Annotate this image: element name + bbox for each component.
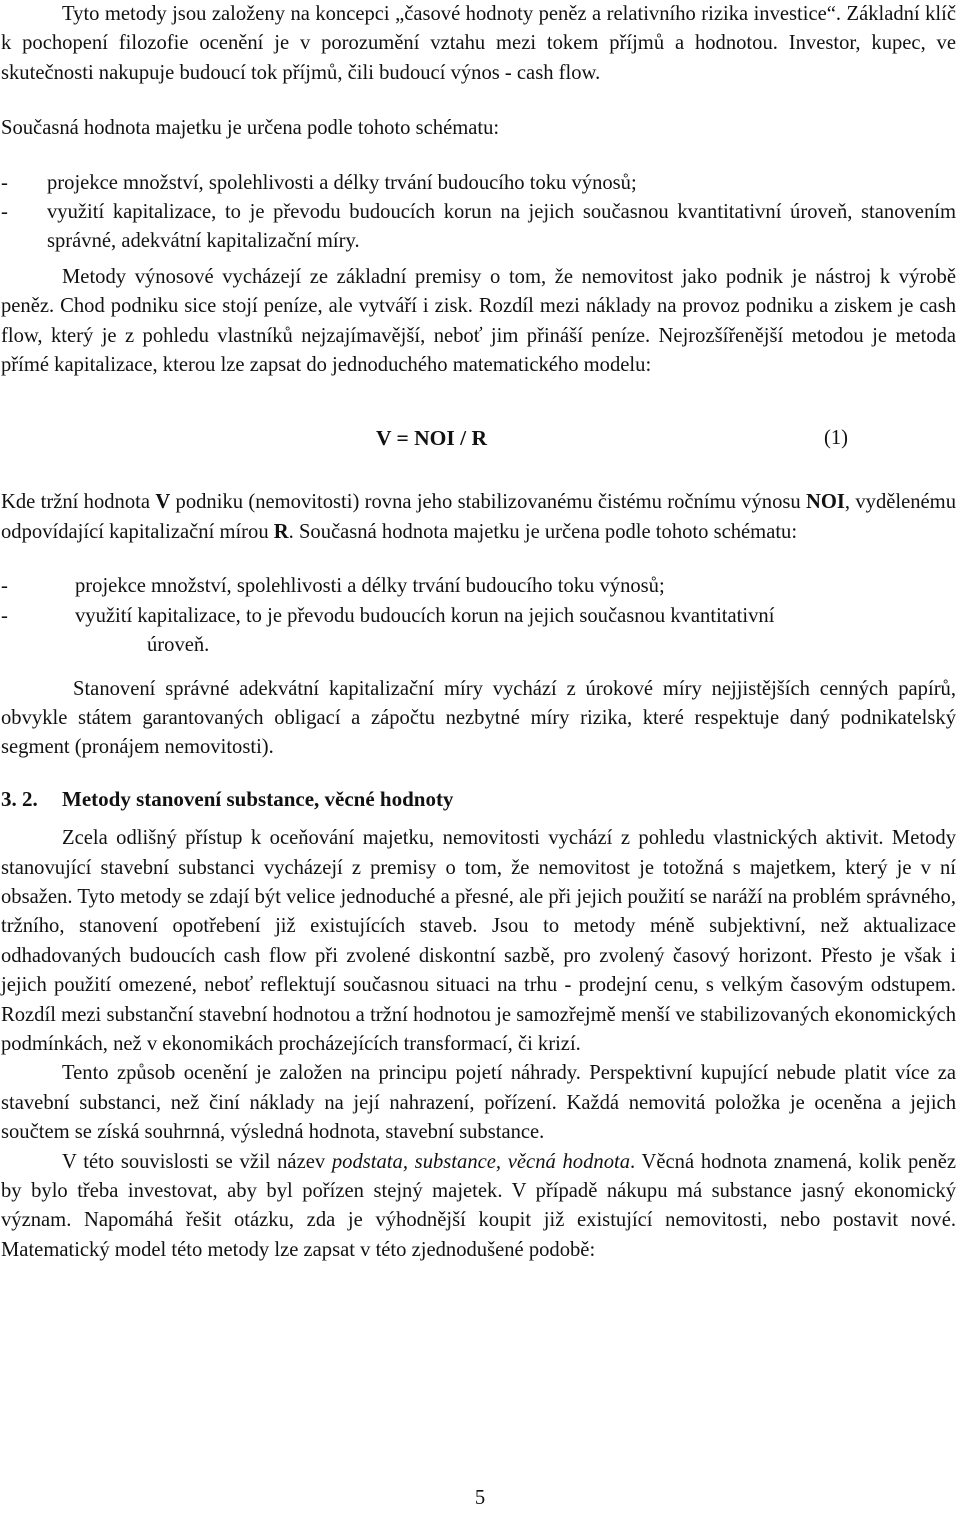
section-number: 3. 2. (1, 786, 38, 811)
replacement-paragraph: Tento způsob ocenění je založen na principu pojetí náhrady. Perspektivní kupující nebude platit více za stavební substanci, než činí náklady na její nahrazení, pořízení. Každá nemovitá položka je oceněna a jejich součtem se získá souhrnná, výsledná hodnota, stavební substance. (1, 1062, 956, 1144)
dash-marker: - (1, 201, 8, 224)
list-item-wrap: úroveň. (147, 634, 210, 657)
section-heading (1, 785, 956, 814)
italic-terms: podstata, substance, věcná hodnota (331, 1150, 631, 1173)
section-title: Metody stanovení substance, věcné hodnoty (62, 786, 454, 811)
formula-row (1, 424, 956, 464)
dash-marker: - (1, 575, 8, 598)
var-r: R (273, 520, 289, 543)
var-noi: NOI (805, 491, 845, 514)
intro-paragraph: Tyto metody jsou založeny na koncepci „časové hodnoty peněz a relativního rizika investice“. Základní klíč k pochopení filozofie ocenění je v porozumění vztahu mezi tokem příjmů a hodnotou. Investor, kupec, ve skutečnosti nakupuje budoucí tok příjmů, čili budoucí výnos - cash flow. (1, 3, 956, 84)
schema-list-2 (1, 572, 956, 631)
schema-intro-paragraph: Současná hodnota majetku je určena podle tohoto schématu: (1, 117, 500, 140)
dash-marker: - (1, 604, 8, 627)
formula: V = NOI / R (376, 426, 488, 451)
material-value-paragraph: V této souvislosti se vžil název podstata, substance, věcná hodnota. Věcná hodnota znamená, kolik peněz by bylo třeba investovat, aby byl pořízen stejný majetek. V případě nákupu má substance jasný ekonomický význam. Napomáhá řešit otázku, zda je výhodnější koupit již existující nemovitosti, nebo postavit nové. Matematický model této metody lze zapsat v této zjednodušené podobě: (1, 1150, 956, 1261)
list-item: - využití kapitalizace, to je převodu budoucích korun na jejich současnou kvantitativní (1, 602, 956, 631)
substance-paragraph: Zcela odlišný přístup k oceňování majetku, nemovitosti vychází z pohledu vlastnických aktivit. Metody stanovující stavební substanci vycházejí z premisy o tom, že nemovitost je totožná s majetkem, který je v ní obsažen. Tyto metody se zdají být velice jednoduché a přesné, ale při jejich použití se naráží na problém správného, tržního, stanovení opotřebení již existujících staveb. Jsou to metody méně subjektivní, než aktualizace odhadovaných budoucích cash flow při zvolené diskontní sazbě, pro zvolený časový horizont. Přesto je však i jejich použití omezené, neboť reflektují současnou situaci na trhu - prodejní cenu, s velkým časovým odstupem. Rozdíl mezi substanční stavební hodnotou a tržní hodnotou je samozřejmě menší ve stabilizovaných ekonomických podmínkách, než v ekonomikách procházejících transformací, či krizí. (1, 827, 956, 1055)
dash-marker: - (1, 171, 8, 194)
list-item: - využití kapitalizace, to je převodu budoucích korun na jejich současnou kvantitativní úroveň, stanovením správné, adekvátní kapitalizační míry. (1, 198, 956, 257)
page-number: 5 (474, 1487, 486, 1509)
list-item: - projekce množství, spolehlivosti a délky trvání budoucího toku výnosů; (1, 572, 956, 601)
income-methods-paragraph: Metody výnosové vycházejí ze základní premisy o tom, že nemovitost jako podnik je nástroj k výrobě peněz. Chod podniku sice stojí peníze, ale vytváří i zisk. Rozdíl mezi náklady na provoz podniku a ziskem je cash flow, který je z pohledu vlastníků nejzajímavější, neboť jim přináší peníze. Nejrozšířenější metodou je metoda přímé kapitalizace, kterou lze zapsat do jednoduchého matematického modelu: (1, 265, 956, 377)
schema-list-1 (1, 169, 956, 257)
capitalization-rate-paragraph: Stanovení správné adekvátní kapitalizační míry vychází z úrokové míry nejjistějších cenných papírů, obvykle státem garantovaných obligací a zápočtu nezbytné míry rizika, které respektuje daný podnikatelský segment (pronájem nemovitosti). (1, 677, 956, 759)
var-v: V (155, 491, 171, 514)
equation-number: (1) (823, 427, 848, 450)
formula-explanation-paragraph: Kde tržní hodnota V podniku (nemovitosti) rovna jeho stabilizovanému čistému ročnímu výnosu NOI, vydělenému odpovídající kapitalizační mírou R. Současná hodnota majetku je určena podle tohoto schématu: (1, 491, 956, 543)
list-item: - projekce množství, spolehlivosti a délky trvání budoucího toku výnosů; (1, 169, 956, 198)
